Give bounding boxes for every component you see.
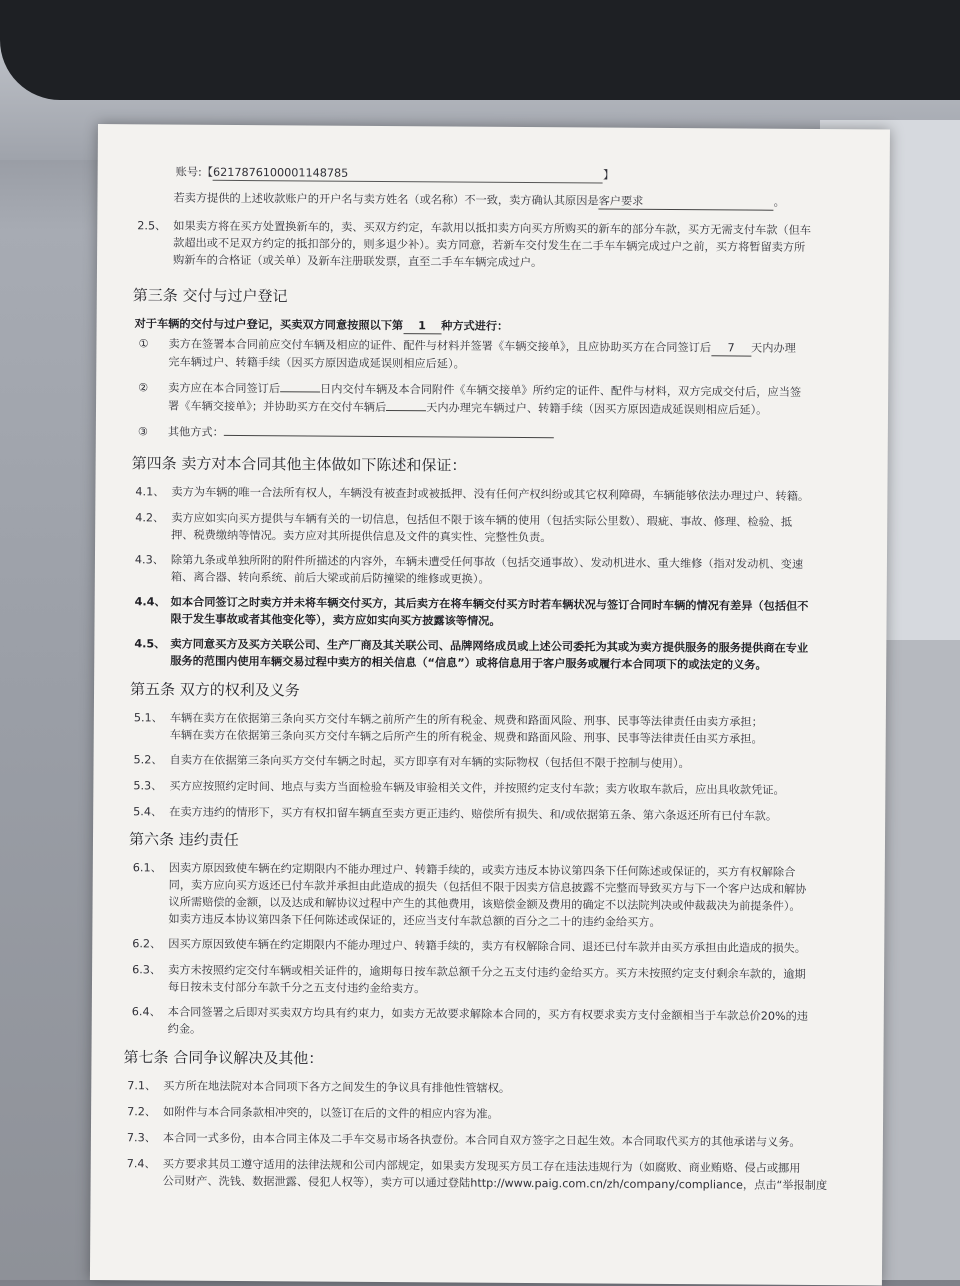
reason-value: 客户要求	[599, 193, 774, 210]
clause-text: 公司财产、洗钱、数据泄露、侵犯人权等），卖方可以通过登陆http://www.paig.com.cn/zh/company/compliance，点击“举报制度	[162, 1174, 828, 1193]
article-title: 第五条 双方的权利及义务	[129, 680, 300, 700]
clause-text: 如卖方违反本协议第四条下任何陈述或保证的，还应当支付车款总额的百分之二十的违约金给买方。	[168, 912, 661, 929]
method-number: 1	[403, 318, 441, 334]
clause-num: 2.5、	[137, 219, 167, 233]
option-2-text: 署《车辆交接单》；并协助买方在交付车辆后 天内办理完车辆过户、转籍手续（因买方原因造成延误则相应后延）。	[167, 399, 768, 417]
clause-num: 7.2、	[127, 1105, 157, 1119]
clause-num: 6.4、	[131, 1005, 161, 1019]
clause-text: 箱、离合器、转向系统、前后大梁或前后防撞梁的维修或更换）。	[170, 570, 490, 586]
contract-page	[90, 124, 890, 1286]
background-monitor	[0, 0, 960, 100]
option-1-text: 卖方在签署本合同前应交付车辆及相应的证件、配件与材料并签署《车辆交接单》，且应协助买方在合同签订后 7 天内办理	[168, 337, 796, 355]
clause-text: 押、税费缴纳等情况。卖方应对其所提供信息及文件的真实性、完整性负责。	[171, 528, 552, 545]
article3-intro: 对于车辆的交付与过户登记，买卖双方同意按照以下第 1 种方式进行：	[134, 317, 509, 333]
clause-num: 7.1、	[127, 1079, 157, 1093]
clause-num: 4.2、	[135, 511, 165, 525]
article-title: 第三条 交付与过户登记	[132, 286, 288, 306]
blank-field	[280, 391, 320, 392]
option-2-text: 卖方应在本合同签订后 日内交付车辆及本合同附件《车辆交接单》所约定的证件、配件与材料，双方完成交付后，应当签	[168, 381, 802, 399]
clause-text: 本合同签署之后即对买卖双方均具有约束力，如卖方无故要求解除本合同的，买方有权要求卖方支付金额相当于车款总价20%的违	[167, 1005, 809, 1023]
clause-text: 如本合同签订之时卖方并未将车辆交付买方，其后卖方在将车辆交付买方时若车辆状况与签订合同时车辆的情况有差异（包括但不	[170, 595, 809, 613]
article-title: 第七条 合同争议解决及其他：	[123, 1048, 324, 1068]
clause-text: 卖方未按照约定交付车辆或相关证件的，逾期每日按车款总额千分之五支付违约金给买方。买方未按照约定支付剩余车款的，逾期	[168, 963, 806, 981]
option-marker: ③	[137, 425, 148, 439]
clause-text: 本合同一式多份，由本合同主体及二手车交易市场各执壹份。本合同自双方签字之日起生效。本合同取代买方的其他承诺与义务。	[162, 1131, 801, 1149]
transfer-days: 7	[711, 340, 751, 356]
clause-num: 5.3、	[133, 779, 163, 793]
clause-num: 5.2、	[133, 753, 163, 767]
clause-text: 卖方为车辆的唯一合法所有权人，车辆没有被查封或被抵押、没有任何产权纠纷或其它权利障碍，车辆能够依法办理过户、转籍。	[171, 485, 810, 503]
option-1-text: 完车辆过户、转籍手续（因买方原因造成延误则相应后延）。	[168, 355, 465, 371]
clause-num: 6.3、	[132, 963, 162, 977]
account-number: 6217876100001148785	[213, 165, 603, 184]
clause-text: 买方所在地法院对本合同项下各方之间发生的争议具有排他性管辖权。	[163, 1079, 511, 1095]
clause-num: 7.4、	[126, 1157, 156, 1171]
clause-text: 限于发生事故或者其他变化等），卖方应如实向买方披露该等情况。	[170, 612, 501, 628]
clause-text: 买方要求其员工遵守适用的法律法规和公司内部规定，如果卖方发现买方员工存在违法违规行为（如腐败、商业贿赂、侵占或挪用	[162, 1157, 801, 1175]
clause-num: 4.5、	[134, 637, 166, 651]
clause-text: 款超出或不足双方约定的抵扣部分的，则多退少补）。卖方同意，若新车交付发生在二手车车辆完成过户之前，买方将暂留卖方所	[173, 236, 806, 254]
clause-text: 因卖方原因致使车辆在约定期限内不能办理过户、转籍手续的，或卖方违反本协议第四条下任何陈述或保证的，买方有权解除合	[168, 861, 796, 879]
clause-num: 4.3、	[134, 553, 164, 567]
clause-text: 如附件与本合同条款相冲突的，以签订在后的文件的相应内容为准。	[163, 1105, 499, 1121]
clause-text: 除第九条或单独所附的附件所描述的内容外，车辆未遭受任何事故（包括交通事故）、发动机进水、重大维修（指对发动机、变速	[170, 553, 804, 571]
clause-text: 车辆在卖方在依据第三条向买方交付车辆之后所产生的所有税金、规费和路面风险、刑事、民事等法律责任由买方承担。	[169, 728, 763, 746]
option-3-text: 其他方式：	[168, 424, 554, 442]
clause-text: 服务的范围内使用车辆交易过程中卖方的相关信息（“信息”）或将信息用于客户服务或履行本合同项下的或法定的义务。	[170, 654, 767, 672]
clause-text: 每日按未支付部分车款千分之五支付违约金给卖方。	[167, 980, 426, 996]
article-title: 第六条 违约责任	[128, 830, 239, 850]
clause-text: 议所需赔偿的金额，以及达成和解协议过程中产生的其他费用，该赔偿金额及费用的确定不以法院判决或仲裁裁决为前提条件）。	[168, 895, 801, 913]
clause-text: 同，卖方应向买方返还已付车款并承担由此造成的损失（包括但不限于因卖方信息披露不完整而导致买方与下一个客户达成和解协	[168, 878, 807, 896]
blank-field	[224, 435, 554, 438]
account-line: 账号:【6217876100001148785 】	[175, 165, 615, 182]
clause-num: 5.4、	[133, 805, 163, 819]
clause-text: 买方应按照约定时间、地点与卖方当面检验车辆及审验相关文件，并按照约定支付车款；卖方收取车款后，应出具收款凭证。	[169, 779, 785, 797]
account-label: 账号:【	[175, 165, 214, 179]
clause-text: 车辆在卖方在依据第三条向买方交付车辆之前所产生的所有税金、规费和路面风险、刑事、民事等法律责任由卖方承担；	[169, 711, 763, 729]
clause-text: 在卖方违约的情形下，买方有权扣留车辆直至卖方更正违约、赔偿所有损失、和/或依据第五条、第六条返还所有已付车款。	[169, 805, 778, 823]
clause-num: 5.1、	[133, 711, 163, 725]
clause-num: 4.4、	[134, 595, 166, 609]
clause-num: 7.3、	[126, 1131, 156, 1145]
clause-text: 如果卖方将在买方处置换新车的，卖、买双方约定，车款用以抵扣卖方向买方所购买的新车的部分车款，买方无需支付车款（但车	[173, 219, 812, 237]
article-title: 第四条 卖方对本合同其他主体做如下陈述和保证：	[131, 454, 467, 475]
blank-field	[386, 410, 426, 411]
option-marker: ②	[138, 381, 149, 395]
clause-num: 4.1、	[135, 485, 165, 499]
clause-num: 6.2、	[132, 937, 162, 951]
clause-num: 6.1、	[132, 861, 162, 875]
clause-text: 约金。	[167, 1022, 202, 1036]
option-marker: ①	[138, 337, 149, 351]
clause-text: 自卖方在依据第三条向买方交付车辆之时起，买方即享有对车辆的实际物权（包括但不限于控制与使用）。	[169, 753, 690, 771]
reason-line: 若卖方提供的上述收款账户的开户名与卖方姓名（或名称）不一致，卖方确认其原因是客户要求 。	[173, 191, 785, 209]
clause-text: 因买方原因致使车辆在约定期限内不能办理过户、转籍手续的，卖方有权解除合同、退还已付车款并由买方承担由此造成的损失。	[168, 937, 807, 955]
clause-text: 购新车的合格证（或关单）及新车注册联发票，直至二手车车辆完成过户。	[173, 253, 543, 270]
clause-text: 卖方应如实向买方提供与车辆有关的一切信息，包括但不限于该车辆的使用（包括实际公里数）、瑕疵、事故、修理、检验、抵	[171, 511, 793, 529]
clause-text: 卖方同意买方及买方关联公司、生产厂商及其关联公司、品牌网络成员或上述公司委托为其或为卖方提供服务的服务提供商在专业	[170, 637, 809, 655]
